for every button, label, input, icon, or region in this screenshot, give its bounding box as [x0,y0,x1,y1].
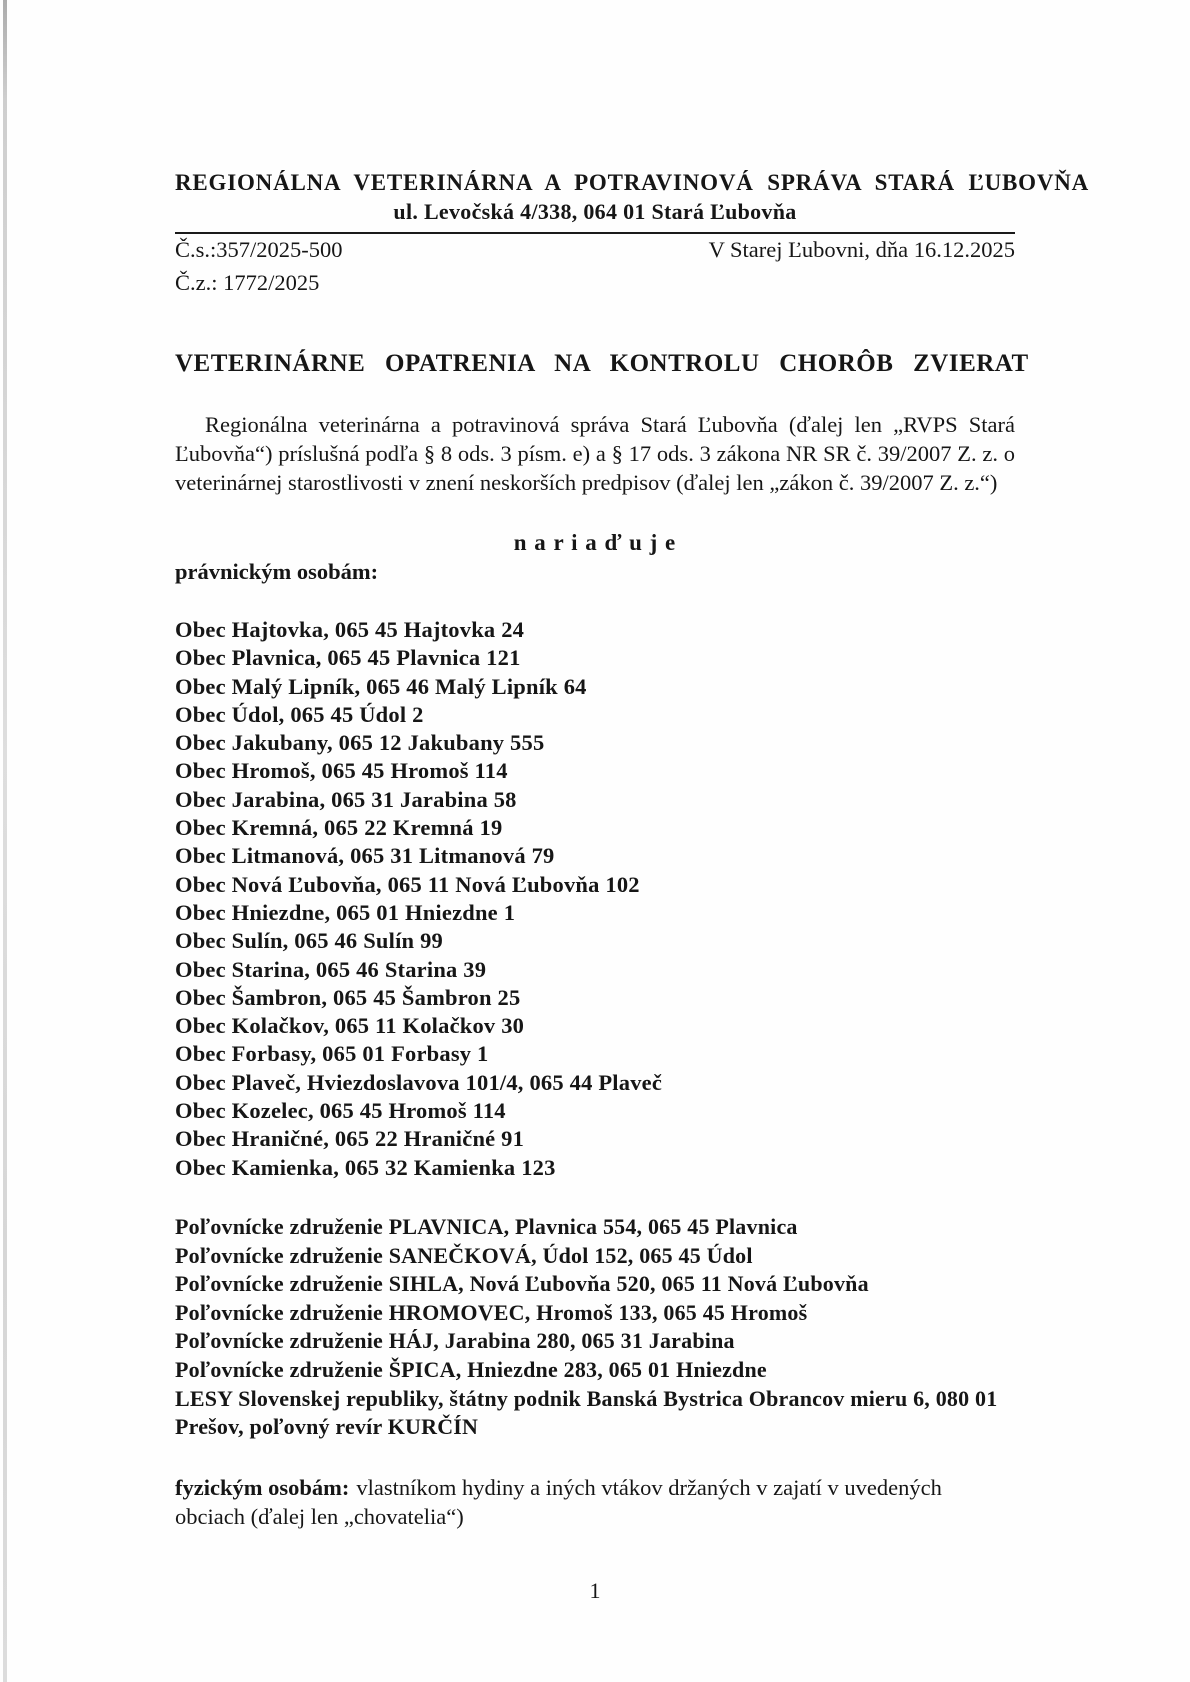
municipality-line: Obec Forbasy, 065 01 Forbasy 1 [175,1041,489,1067]
municipality-line: Obec Plaveč, Hviezdoslavova 101/4, 065 44 Plaveč [175,1069,663,1095]
natural-persons-text: vlastníkom hydiny a iných vtákov držaných v zajatí v uvedených obciach (ďalej len „chovatelia“) [175,1474,942,1529]
organization-address: ul. Levočská 4/338, 064 01 Stará Ľubovňa [393,199,797,224]
association-line: Poľovnícke združenie HROMOVEC, Hromoš 133, 065 45 Hromoš [175,1299,808,1325]
intro-paragraph: Regionálna veterinárna a potravinová správa Stará Ľubovňa (ďalej len „RVPS Stará Ľubovňa“) príslušná podľa § 8 ods. 3 písm. e) a § 17 ods. 3 zákona NR SR č. 39/2007 Z. z. o veterinárnej starostlivosti v znení neskorších predpisov (ďalej len „zákon č. 39/2007 Z. z.“) [175,412,1015,495]
municipality-line: Obec Hraničné, 065 22 Hraničné 91 [175,1126,525,1152]
natural-persons-paragraph [175,1473,1015,1531]
municipality-line: Obec Údol, 065 45 Údol 2 [175,701,424,727]
municipality-line: Obec Litmanová, 065 31 Litmanová 79 [175,843,555,869]
scan-artifact-left-edge [3,0,7,1682]
municipality-line: Obec Malý Lipník, 065 46 Malý Lipník 64 [175,673,587,699]
document-content [175,170,1090,1531]
association-line: Poľovnícke združenie HÁJ, Jarabina 280, 065 31 Jarabina [175,1328,735,1354]
association-line: Poľovnícke združenie SIHLA, Nová Ľubovňa 520, 065 11 Nová Ľubovňa [175,1271,869,1297]
municipality-line: Obec Kremná, 065 22 Kremná 19 [175,815,503,841]
document-title: VETERINÁRNE OPATRENIA NA KONTROLU CHORÔB ZVIERAT [175,350,1029,377]
association-line: Poľovnícke združenie SANEČKOVÁ, Údol 152, 065 45 Údol [175,1242,753,1268]
municipality-line: Obec Hniezdne, 065 01 Hniezdne 1 [175,899,516,925]
reference-row [175,237,1015,263]
legal-persons-label: právnickým osobám: [175,559,379,584]
page-number: 1 [589,1578,601,1603]
municipality-line: Obec Jakubany, 065 12 Jakubany 555 [175,730,545,756]
association-list [175,1213,1015,1442]
organization-name: REGIONÁLNA VETERINÁRNA A POTRAVINOVÁ SPRÁVA STARÁ ĽUBOVŇA [175,170,1090,195]
association-line: LESY Slovenskej republiky, štátny podnik Banská Bystrica Obrancov mieru 6, 080 01 Prešov, poľovný revír KURČÍN [175,1385,998,1440]
municipality-line: Obec Kolačkov, 065 11 Kolačkov 30 [175,1013,525,1039]
municipality-line: Obec Hajtovka, 065 45 Hajtovka 24 [175,617,525,642]
municipality-line: Obec Jarabina, 065 31 Jarabina 58 [175,786,517,812]
municipality-line: Obec Starina, 065 46 Starina 39 [175,956,487,982]
record-number: Č.z.: 1772/2025 [175,270,320,295]
municipality-line: Obec Nová Ľubovňa, 065 11 Nová Ľubovňa 102 [175,871,640,897]
municipality-line: Obec Hromoš, 065 45 Hromoš 114 [175,758,508,784]
place-and-date: V Starej Ľubovni, dňa 16.12.2025 [708,237,1015,262]
header-divider [175,232,1015,234]
association-line: Poľovnícke združenie ŠPICA, Hniezdne 283, 065 01 Hniezdne [175,1356,767,1382]
municipality-line: Obec Kamienka, 065 32 Kamienka 123 [175,1154,556,1180]
orders-word: n a r i a ď u j e [513,530,677,555]
file-number: Č.s.:357/2025-500 [175,237,343,262]
municipality-line: Obec Šambron, 065 45 Šambron 25 [175,984,521,1010]
association-line: Poľovnícke združenie PLAVNICA, Plavnica 554, 065 45 Plavnica [175,1213,798,1239]
municipality-list [175,616,1015,1182]
municipality-line: Obec Sulín, 065 46 Sulín 99 [175,928,443,954]
municipality-line: Obec Plavnica, 065 45 Plavnica 121 [175,645,521,671]
municipality-line: Obec Kozelec, 065 45 Hromoš 114 [175,1098,506,1124]
natural-persons-label: fyzickým osobám: [175,1474,350,1500]
